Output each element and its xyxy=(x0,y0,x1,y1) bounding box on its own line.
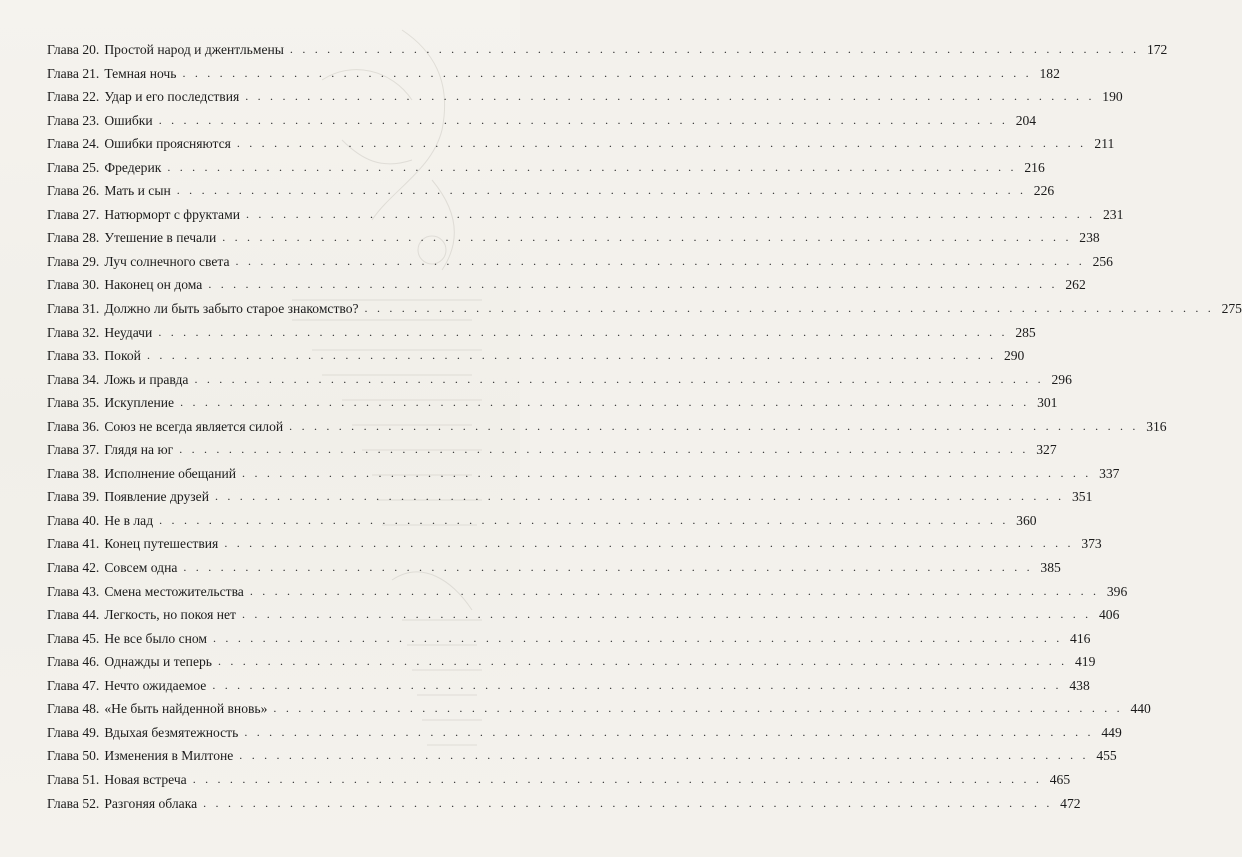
toc-chapter-number: Глава 27. xyxy=(47,206,100,222)
toc-entry xyxy=(47,391,1058,415)
toc-page-number: 301 xyxy=(1037,395,1058,411)
toc-entry xyxy=(47,344,1025,368)
toc-entry xyxy=(47,721,1122,745)
dot-leader: . . . . . . . . . . . . . . . . . . . . . . . . . . . . . . . . . . . . . . . . . . . . . . . . . . . . . . . . . . . . . . . . . . . . . xyxy=(212,677,1062,692)
toc-chapter-number: Глава 30. xyxy=(47,277,100,293)
toc-page-number: 290 xyxy=(1003,348,1025,364)
toc-entry xyxy=(47,697,1151,721)
toc-chapter-number: Глава 25. xyxy=(47,159,100,175)
toc-chapter-number: Глава 43. xyxy=(47,583,100,599)
toc-chapter-title: Глядя на юг xyxy=(104,442,174,458)
toc-page-number: 256 xyxy=(1092,253,1113,269)
toc-chapter-number: Глава 46. xyxy=(47,654,100,670)
toc-entry xyxy=(47,580,1128,604)
toc-entry xyxy=(47,792,1081,816)
toc-chapter-title: Не все было сном xyxy=(104,630,208,646)
toc-entry xyxy=(47,627,1091,651)
toc-entry xyxy=(47,485,1093,509)
toc-entry xyxy=(47,462,1120,486)
toc-chapter-title: Смена местожительства xyxy=(104,583,244,599)
dot-leader: . . . . . . . . . . . . . . . . . . . . . . . . . . . . . . . . . . . . . . . . . . . . . . . . . . . . . . . . . . . . . . . . . . . . . xyxy=(159,512,1009,527)
toc-page-number: 285 xyxy=(1015,324,1036,340)
toc-chapter-number: Глава 36. xyxy=(47,418,100,434)
dot-leader: . . . . . . . . . . . . . . . . . . . . . . . . . . . . . . . . . . . . . . . . . . . . . . . . . . . . . . . . . . . . . . . . . . . . . xyxy=(217,654,1068,669)
toc-chapter-title: Ошибки проясняются xyxy=(104,136,231,152)
toc-page-number: 296 xyxy=(1051,371,1072,387)
toc-page-number: 465 xyxy=(1049,771,1071,787)
toc-entry xyxy=(47,85,1123,109)
toc-chapter-number: Глава 45. xyxy=(47,630,100,646)
table-of-contents xyxy=(47,38,1242,815)
toc-page-number: 275 xyxy=(1221,301,1242,317)
toc-chapter-title: Ошибки xyxy=(104,112,153,128)
toc-chapter-number: Глава 38. xyxy=(47,465,100,481)
dot-leader: . . . . . . . . . . . . . . . . . . . . . . . . . . . . . . . . . . . . . . . . . . . . . . . . . . . . . . . . . . . . . . . . . . . . . xyxy=(180,395,1030,410)
toc-chapter-title: Натюрморт с фруктами xyxy=(104,206,240,222)
toc-chapter-title: Однажды и теперь xyxy=(104,654,212,670)
toc-chapter-number: Глава 48. xyxy=(47,701,100,717)
dot-leader: . . . . . . . . . . . . . . . . . . . . . . . . . . . . . . . . . . . . . . . . . . . . . . . . . . . . . . . . . . . . . . . . . . . . . xyxy=(146,348,997,363)
toc-chapter-number: Глава 40. xyxy=(47,512,100,528)
toc-chapter-number: Глава 44. xyxy=(47,607,100,623)
toc-chapter-number: Глава 31. xyxy=(47,301,100,317)
toc-entry xyxy=(47,368,1072,392)
toc-entry xyxy=(47,438,1057,462)
toc-chapter-number: Глава 47. xyxy=(47,677,100,693)
toc-entry xyxy=(47,321,1036,345)
dot-leader: . . . . . . . . . . . . . . . . . . . . . . . . . . . . . . . . . . . . . . . . . . . . . . . . . . . . . . . . . . . . . . . . . . . . . xyxy=(245,206,1096,221)
toc-entry xyxy=(47,744,1117,768)
toc-chapter-number: Глава 35. xyxy=(47,395,100,411)
toc-page-number: 316 xyxy=(1146,418,1167,434)
toc-entry xyxy=(47,203,1124,227)
toc-chapter-title: Луч солнечного света xyxy=(104,253,230,269)
toc-entry xyxy=(47,132,1115,156)
toc-entry xyxy=(47,768,1071,792)
toc-page-number: 190 xyxy=(1102,89,1123,105)
toc-page-number: 385 xyxy=(1040,560,1061,576)
toc-page-number: 419 xyxy=(1075,654,1096,670)
toc-entry xyxy=(47,226,1100,250)
toc-page-number: 216 xyxy=(1024,159,1045,175)
dot-leader: . . . . . . . . . . . . . . . . . . . . . . . . . . . . . . . . . . . . . . . . . . . . . . . . . . . . . . . . . . . . . . . . . . . . . xyxy=(273,701,1123,716)
toc-chapter-title: Наконец он дома xyxy=(104,277,203,293)
toc-entry xyxy=(47,297,1242,321)
toc-chapter-title: Простой народ и джентльмены xyxy=(104,42,284,57)
dot-leader: . . . . . . . . . . . . . . . . . . . . . . . . . . . . . . . . . . . . . . . . . . . . . . . . . . . . . . . . . . . . . . . . . . . . . xyxy=(236,136,1087,151)
toc-entry xyxy=(47,603,1120,627)
toc-chapter-title: Исполнение обещаний xyxy=(104,465,237,481)
toc-page-number: 327 xyxy=(1036,442,1057,458)
toc-chapter-title: Удар и его последствия xyxy=(104,89,240,105)
toc-chapter-number: Глава 20. xyxy=(47,42,100,57)
dot-leader: . . . . . . . . . . . . . . . . . . . . . . . . . . . . . . . . . . . . . . . . . . . . . . . . . . . . . . . . . . . . . . . . . . . . . xyxy=(235,253,1085,268)
toc-chapter-number: Глава 23. xyxy=(47,112,100,128)
dot-leader: . . . . . . . . . . . . . . . . . . . . . . . . . . . . . . . . . . . . . . . . . . . . . . . . . . . . . . . . . . . . . . . . . . . . . xyxy=(183,560,1033,575)
toc-page-number: 337 xyxy=(1099,465,1120,481)
toc-page-number: 262 xyxy=(1065,277,1086,293)
toc-chapter-number: Глава 21. xyxy=(47,65,100,81)
dot-leader: . . . . . . . . . . . . . . . . . . . . . . . . . . . . . . . . . . . . . . . . . . . . . . . . . . . . . . . . . . . . . . . . . . . . . xyxy=(203,795,1053,810)
toc-chapter-title: Совсем одна xyxy=(104,560,178,576)
toc-page-number: 360 xyxy=(1016,512,1037,528)
toc-page-number: 182 xyxy=(1039,65,1060,81)
dot-leader: . . . . . . . . . . . . . . . . . . . . . . . . . . . . . . . . . . . . . . . . . . . . . . . . . . . . . . . . . . . . . . . . . . . . . xyxy=(222,230,1072,245)
dot-leader: . . . . . . . . . . . . . . . . . . . . . . . . . . . . . . . . . . . . . . . . . . . . . . . . . . . . . . . . . . . . . . . . . . . . . xyxy=(249,583,1100,598)
toc-chapter-number: Глава 37. xyxy=(47,442,100,458)
toc-chapter-number: Глава 42. xyxy=(47,560,100,576)
toc-entry xyxy=(47,109,1037,133)
dot-leader: . . . . . . . . . . . . . . . . . . . . . . . . . . . . . . . . . . . . . . . . . . . . . . . . . . . . . . . . . . . . . . . . . . . . . xyxy=(214,489,1065,504)
toc-chapter-number: Глава 50. xyxy=(47,748,100,764)
toc-entry xyxy=(47,250,1113,274)
toc-page-number: 204 xyxy=(1015,112,1037,128)
dot-leader: . . . . . . . . . . . . . . . . . . . . . . . . . . . . . . . . . . . . . . . . . . . . . . . . . . . . . . . . . . . . . . . . . . . . . xyxy=(179,442,1029,457)
toc-entry xyxy=(47,62,1060,86)
toc-page-number: 226 xyxy=(1033,183,1055,199)
dot-leader: . . . . . . . . . . . . . . . . . . . . . . . . . . . . . . . . . . . . . . . . . . . . . . . . . . . . . . . . . . . . . . . . . . . . . xyxy=(194,371,1044,386)
toc-entry xyxy=(47,674,1090,698)
dot-leader: . . . . . . . . . . . . . . . . . . . . . . . . . . . . . . . . . . . . . . . . . . . . . . . . . . . . . . . . . . . . . . . . . . . . . xyxy=(241,607,1092,622)
dot-leader: . . . . . . . . . . . . . . . . . . . . . . . . . . . . . . . . . . . . . . . . . . . . . . . . . . . . . . . . . . . . . . . . . . . . . xyxy=(224,536,1074,551)
toc-chapter-number: Глава 33. xyxy=(47,348,100,364)
toc-chapter-title: «Не быть найденной вновь» xyxy=(104,701,268,717)
dot-leader: . . . . . . . . . . . . . . . . . . . . . . . . . . . . . . . . . . . . . . . . . . . . . . . . . . . . . . . . . . . . . . . . . . . . . xyxy=(289,42,1140,56)
dot-leader: . . . . . . . . . . . . . . . . . . . . . . . . . . . . . . . . . . . . . . . . . . . . . . . . . . . . . . . . . . . . . . . . . . . . . xyxy=(158,324,1008,339)
toc-chapter-title: Неудачи xyxy=(104,324,153,340)
toc-page-number: 373 xyxy=(1081,536,1102,552)
toc-chapter-title: Темная ночь xyxy=(104,65,177,81)
dot-leader: . . . . . . . . . . . . . . . . . . . . . . . . . . . . . . . . . . . . . . . . . . . . . . . . . . . . . . . . . . . . . . . . . . . . . xyxy=(289,418,1139,433)
toc-chapter-title: Легкость, но покоя нет xyxy=(104,607,236,623)
toc-page-number: 396 xyxy=(1106,583,1128,599)
toc-entry xyxy=(47,650,1096,674)
toc-page-number: 238 xyxy=(1079,230,1100,246)
toc-chapter-number: Глава 32. xyxy=(47,324,100,340)
toc-entry xyxy=(47,532,1102,556)
toc-chapter-title: Новая встреча xyxy=(104,771,187,787)
toc-page-number: 455 xyxy=(1096,748,1117,764)
toc-chapter-number: Глава 49. xyxy=(47,724,100,740)
toc-entry xyxy=(47,38,1168,62)
toc-chapter-number: Глава 39. xyxy=(47,489,100,505)
toc-entry xyxy=(47,509,1037,533)
toc-page-number: 438 xyxy=(1069,677,1090,693)
toc-chapter-title: Искупление xyxy=(104,395,175,411)
toc-page-number: 449 xyxy=(1101,724,1122,740)
toc-page-number: 351 xyxy=(1072,489,1093,505)
dot-leader: . . . . . . . . . . . . . . . . . . . . . . . . . . . . . . . . . . . . . . . . . . . . . . . . . . . . . . . . . . . . . . . . . . . . . xyxy=(167,159,1017,174)
toc-chapter-title: Вдыхая безмятежность xyxy=(104,724,239,740)
toc-page-number: 440 xyxy=(1130,701,1151,717)
toc-chapter-number: Глава 52. xyxy=(47,795,100,811)
toc-entry xyxy=(47,156,1045,180)
dot-leader: . . . . . . . . . . . . . . . . . . . . . . . . . . . . . . . . . . . . . . . . . . . . . . . . . . . . . . . . . . . . . . . . . . . . . xyxy=(242,465,1092,480)
toc-chapter-number: Глава 34. xyxy=(47,371,100,387)
toc-entry xyxy=(47,415,1167,439)
toc-chapter-title: Утешение в печали xyxy=(104,230,217,246)
toc-entry xyxy=(47,179,1055,203)
toc-page-number: 472 xyxy=(1060,795,1081,811)
dot-leader: . . . . . . . . . . . . . . . . . . . . . . . . . . . . . . . . . . . . . . . . . . . . . . . . . . . . . . . . . . . . . . . . . . . . . xyxy=(158,112,1009,127)
toc-chapter-title: Появление друзей xyxy=(104,489,209,505)
toc-chapter-number: Глава 51. xyxy=(47,771,100,787)
toc-chapter-number: Глава 28. xyxy=(47,230,100,246)
toc-chapter-title: Не в лад xyxy=(104,512,154,528)
toc-entry xyxy=(47,273,1086,297)
toc-chapter-number: Глава 41. xyxy=(47,536,100,552)
dot-leader: . . . . . . . . . . . . . . . . . . . . . . . . . . . . . . . . . . . . . . . . . . . . . . . . . . . . . . . . . . . . . . . . . . . . . xyxy=(176,183,1027,198)
toc-chapter-title: Мать и сын xyxy=(104,183,171,199)
dot-leader: . . . . . . . . . . . . . . . . . . . . . . . . . . . . . . . . . . . . . . . . . . . . . . . . . . . . . . . . . . . . . . . . . . . . . xyxy=(182,65,1032,80)
toc-chapter-title: Покой xyxy=(104,348,141,364)
dot-leader: . . . . . . . . . . . . . . . . . . . . . . . . . . . . . . . . . . . . . . . . . . . . . . . . . . . . . . . . . . . . . . . . . . . . . xyxy=(364,301,1214,316)
toc-chapter-title: Разгоняя облака xyxy=(104,795,198,811)
toc-page-number: 416 xyxy=(1070,630,1091,646)
toc-chapter-number: Глава 22. xyxy=(47,89,100,105)
toc-chapter-title: Союз не всегда является силой xyxy=(104,418,284,434)
toc-entry xyxy=(47,556,1061,580)
dot-leader: . . . . . . . . . . . . . . . . . . . . . . . . . . . . . . . . . . . . . . . . . . . . . . . . . . . . . . . . . . . . . . . . . . . . . xyxy=(213,630,1063,645)
dot-leader: . . . . . . . . . . . . . . . . . . . . . . . . . . . . . . . . . . . . . . . . . . . . . . . . . . . . . . . . . . . . . . . . . . . . . xyxy=(208,277,1058,292)
toc-chapter-number: Глава 29. xyxy=(47,253,100,269)
toc-chapter-title: Фредерик xyxy=(104,159,162,175)
toc-chapter-title: Должно ли быть забыто старое знакомство? xyxy=(104,301,359,317)
toc-page-number: 211 xyxy=(1094,136,1115,152)
toc-page-number: 172 xyxy=(1146,42,1168,57)
toc-chapter-title: Изменения в Милтоне xyxy=(104,748,234,764)
toc-page-number: 406 xyxy=(1099,607,1120,623)
dot-leader: . . . . . . . . . . . . . . . . . . . . . . . . . . . . . . . . . . . . . . . . . . . . . . . . . . . . . . . . . . . . . . . . . . . . . xyxy=(244,724,1094,739)
toc-chapter-number: Глава 26. xyxy=(47,183,100,199)
dot-leader: . . . . . . . . . . . . . . . . . . . . . . . . . . . . . . . . . . . . . . . . . . . . . . . . . . . . . . . . . . . . . . . . . . . . . xyxy=(245,89,1095,104)
toc-chapter-title: Конец путешествия xyxy=(104,536,219,552)
toc-chapter-number: Глава 24. xyxy=(47,136,100,152)
toc-page-number: 231 xyxy=(1102,206,1124,222)
toc-chapter-title: Ложь и правда xyxy=(104,371,189,387)
dot-leader: . . . . . . . . . . . . . . . . . . . . . . . . . . . . . . . . . . . . . . . . . . . . . . . . . . . . . . . . . . . . . . . . . . . . . xyxy=(192,771,1043,786)
dot-leader: . . . . . . . . . . . . . . . . . . . . . . . . . . . . . . . . . . . . . . . . . . . . . . . . . . . . . . . . . . . . . . . . . . . . . xyxy=(239,748,1089,763)
toc-chapter-title: Нечто ожидаемое xyxy=(104,677,207,693)
